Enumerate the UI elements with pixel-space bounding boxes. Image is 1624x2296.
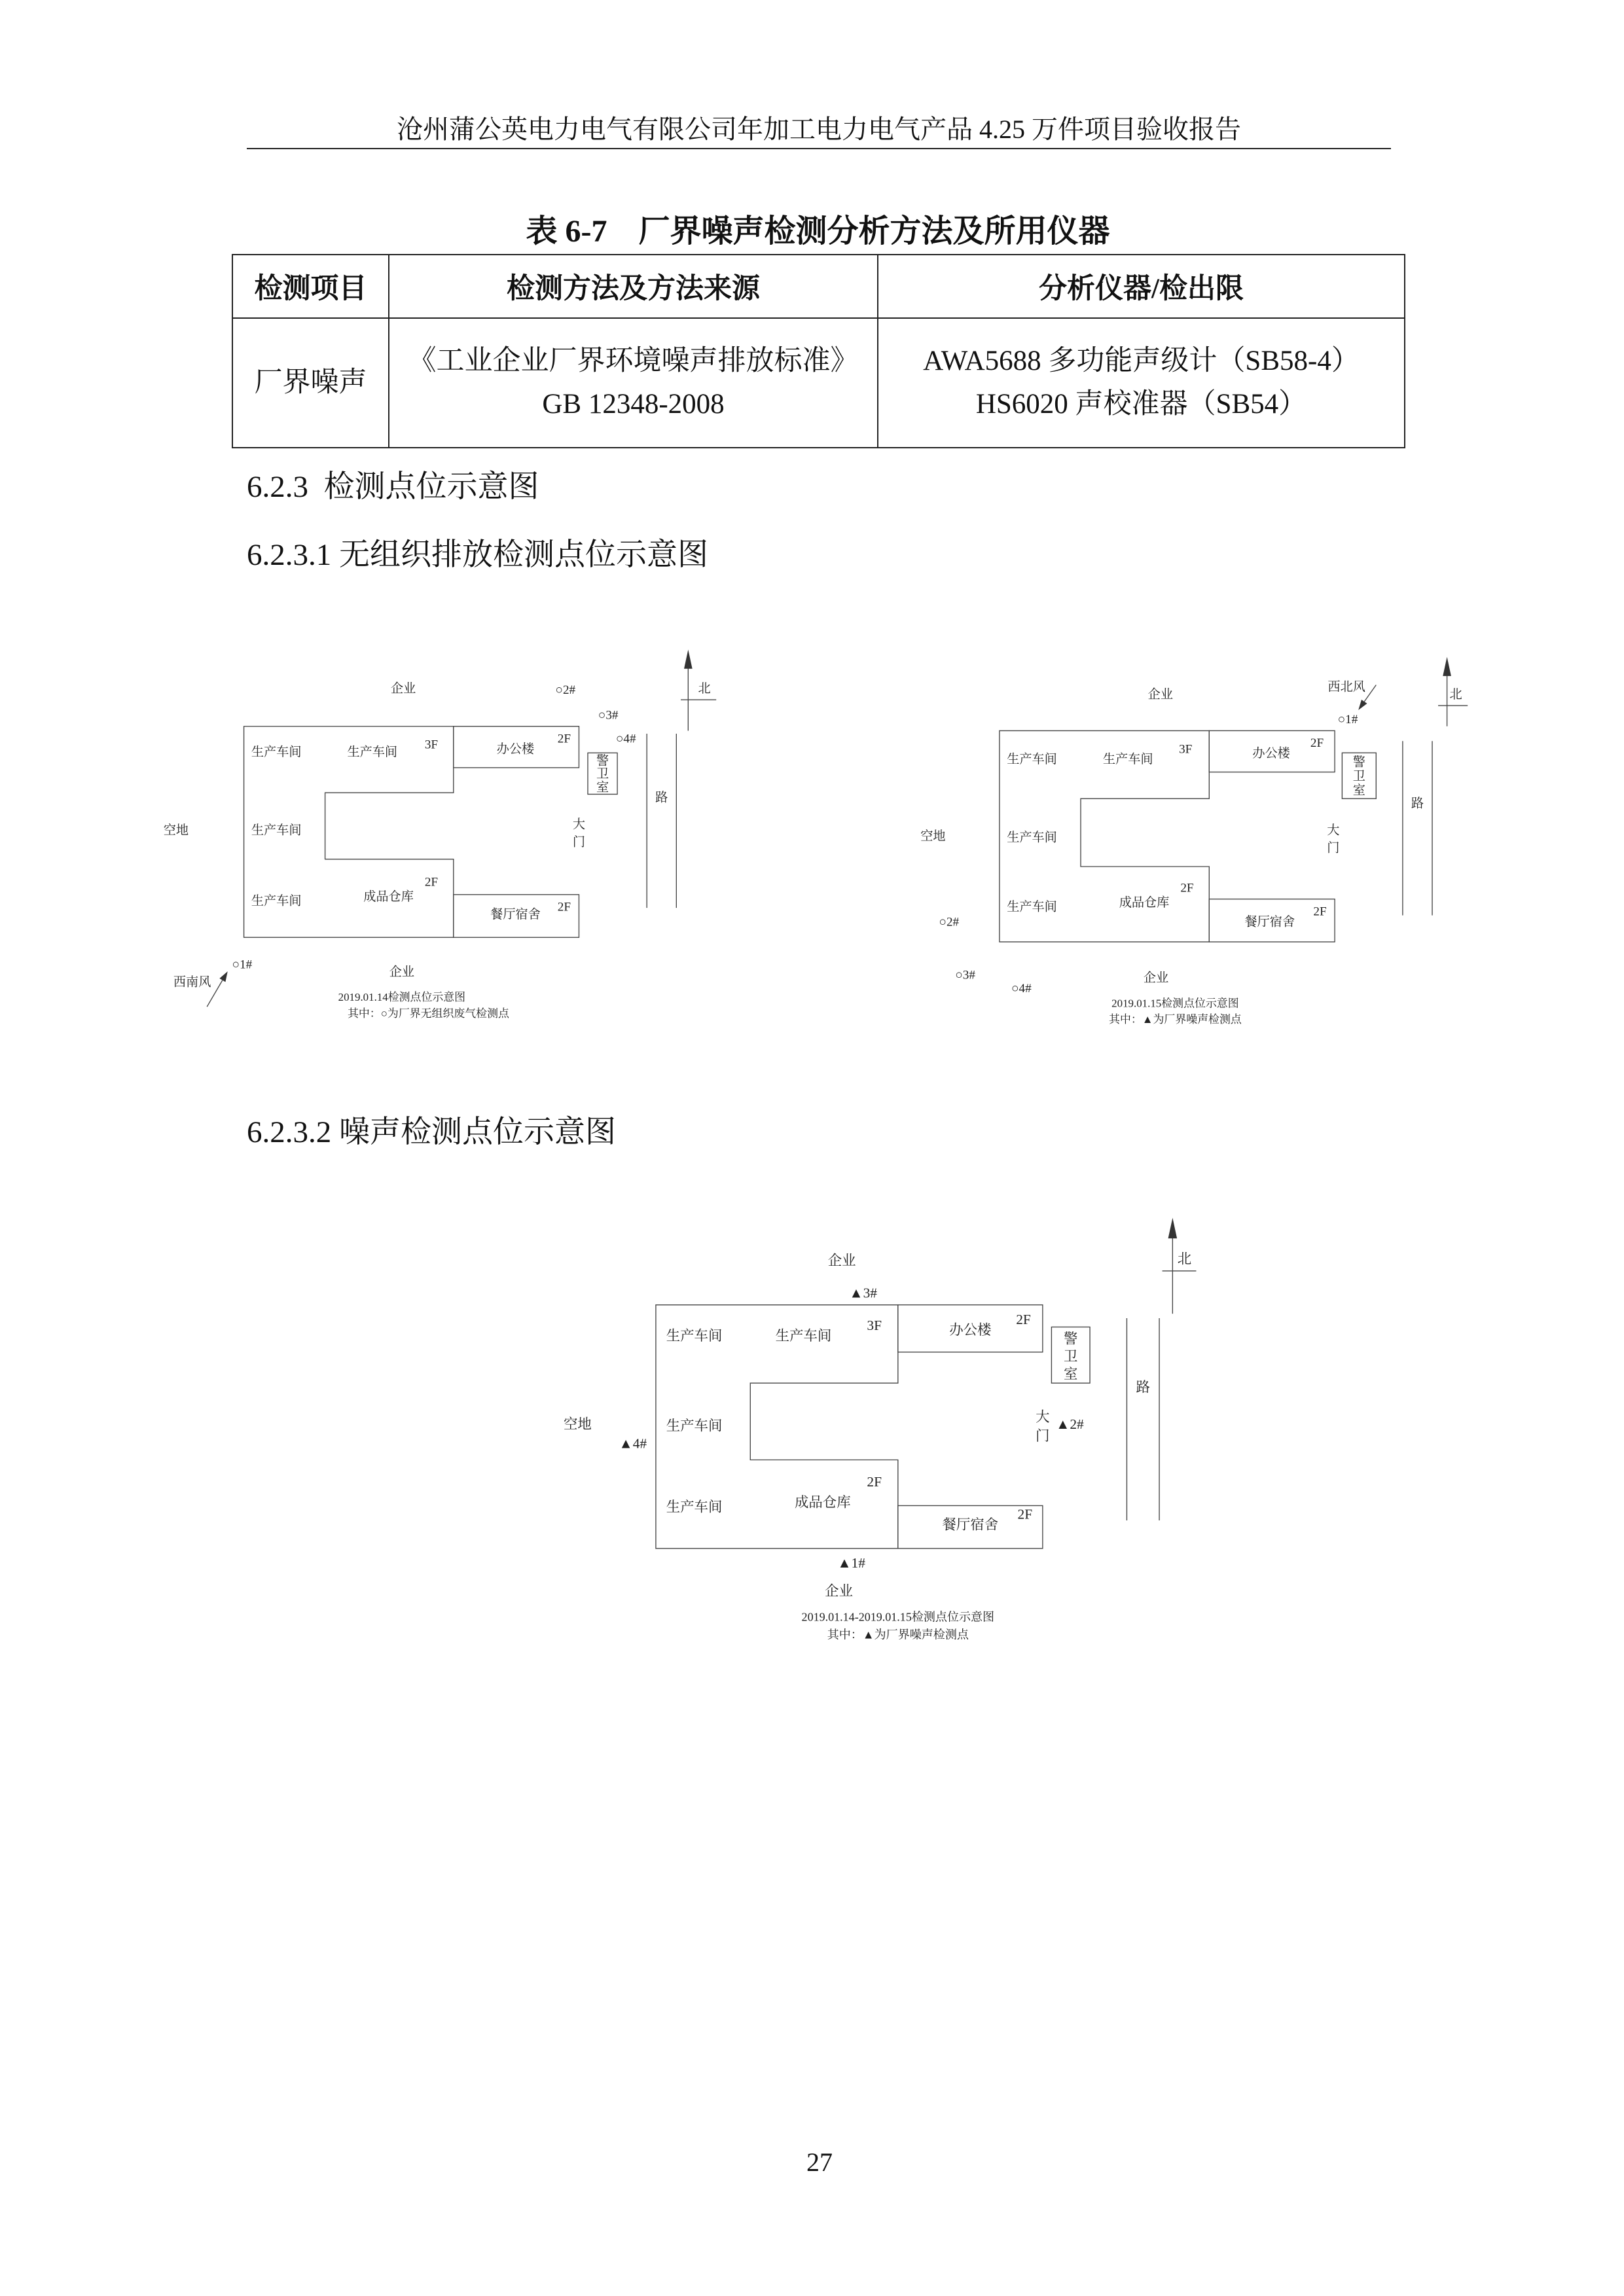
north-label: 北 xyxy=(1449,687,1462,702)
road-label: 路 xyxy=(1136,1379,1150,1395)
gate-char: 门 xyxy=(1327,841,1340,855)
cell-item: 厂界噪声 xyxy=(232,318,389,448)
wind-label: 西北风 xyxy=(1327,680,1365,694)
diagram-emission-2019-01-15 xyxy=(908,642,1484,1033)
workshop-label: 生产车间 xyxy=(666,1499,723,1515)
workshop-label: 生产车间 xyxy=(1102,753,1153,767)
diagram-noise-2019-01-14-to-15 xyxy=(547,1203,1211,1653)
guard-room-char: 室 xyxy=(596,780,609,795)
warehouse-label: 成品仓库 xyxy=(794,1494,851,1511)
gate-char: 大 xyxy=(1327,823,1340,838)
guard-room-char: 卫 xyxy=(1352,769,1365,783)
north-arrow-head xyxy=(684,649,693,668)
north-arrow xyxy=(1438,657,1468,726)
warehouse-label: 成品仓库 xyxy=(363,889,414,904)
workshop-floor-label: 3F xyxy=(1179,742,1193,757)
office-label: 办公楼 xyxy=(949,1321,992,1338)
gate-char: 门 xyxy=(1036,1428,1050,1444)
north-label: 北 xyxy=(1177,1251,1192,1267)
diagram-caption-date: 2019.01.14检测点位示意图 xyxy=(338,991,466,1004)
cell-instrument xyxy=(878,318,1405,448)
diagram-caption-date: 2019.01.14-2019.01.15检测点位示意图 xyxy=(801,1610,995,1624)
guard-room-char: 警 xyxy=(1352,755,1365,770)
north-arrow-head xyxy=(1443,657,1451,676)
workshop-label: 生产车间 xyxy=(251,745,302,759)
road-label: 路 xyxy=(655,791,668,805)
instrument-sound-level-meter: AWA5688 多功能声级计（SB58-4） xyxy=(923,346,1360,376)
workshop-label: 生产车间 xyxy=(1007,753,1057,767)
road-label: 路 xyxy=(1411,797,1424,811)
method-standard: 《工业企业厂界环境噪声排放标准》 xyxy=(408,346,859,376)
gate-char: 大 xyxy=(1036,1408,1050,1425)
gate-char: 门 xyxy=(572,835,586,850)
sampling-point-4: ○4# xyxy=(1011,981,1032,996)
wind-arrow-head xyxy=(1358,700,1367,710)
enterprise-top-label: 企业 xyxy=(390,681,416,696)
guard-room-char: 室 xyxy=(1352,783,1365,798)
warehouse-label: 成品仓库 xyxy=(1119,895,1170,910)
noise-point-3: ▲3# xyxy=(849,1285,877,1301)
canteen-floor-label: 2F xyxy=(1313,905,1327,919)
north-arrow xyxy=(681,649,716,730)
sampling-point-1: ○1# xyxy=(1337,713,1358,727)
warehouse-floor-label: 2F xyxy=(424,875,439,889)
canteen-floor-label: 2F xyxy=(557,900,571,914)
workshop-label: 生产车间 xyxy=(1007,900,1057,914)
sampling-point-2: ○2# xyxy=(555,683,576,698)
instrument-calibrator: HS6020 声校准器（SB54） xyxy=(975,389,1307,420)
wind-label: 西南风 xyxy=(173,975,211,990)
header-item: 检测项目 xyxy=(232,255,389,318)
table-row xyxy=(232,318,1405,448)
enterprise-top-label: 企业 xyxy=(1147,687,1174,702)
noise-point-2: ▲2# xyxy=(1056,1416,1084,1433)
method-code: GB 12348-2008 xyxy=(542,389,725,420)
guard-room-char: 卫 xyxy=(1064,1348,1078,1365)
office-floor-label: 2F xyxy=(557,732,571,746)
office-floor-label: 2F xyxy=(1310,736,1324,751)
diagram-emission-2019-01-14 xyxy=(148,642,738,1033)
sampling-point-2: ○2# xyxy=(939,915,960,929)
noise-point-1: ▲1# xyxy=(837,1555,865,1571)
open-land-label: 空地 xyxy=(163,823,189,838)
table-title: 厂界噪声检测分析方法及所用仪器 xyxy=(638,214,1110,249)
wind-arrow-head xyxy=(219,971,227,982)
north-label: 北 xyxy=(698,681,711,696)
north-arrow xyxy=(1163,1218,1197,1314)
cell-method xyxy=(389,318,878,448)
canteen-label: 餐厅宿舍 xyxy=(942,1516,999,1533)
sampling-point-3: ○3# xyxy=(598,708,619,723)
warehouse-floor-label: 2F xyxy=(1180,881,1194,895)
noise-method-table xyxy=(232,254,1405,448)
enterprise-top-label: 企业 xyxy=(827,1252,856,1268)
workshop-label: 生产车间 xyxy=(251,894,302,908)
diagram-caption-note: 其中：○为厂界无组织废气检测点 xyxy=(347,1007,509,1020)
enterprise-bottom-label: 企业 xyxy=(825,1583,854,1600)
workshop-label: 生产车间 xyxy=(347,745,398,759)
warehouse-floor-label: 2F xyxy=(867,1474,882,1490)
wind-arrow-shaft xyxy=(1364,685,1376,701)
section-6-2-3-1-heading: 6.2.3.1 无组织排放检测点位示意图 xyxy=(247,538,708,572)
workshop-label: 生产车间 xyxy=(1007,831,1057,845)
running-header: 沧州蒲公英电力电气有限公司年加工电力电气产品 4.25 万件项目验收报告 xyxy=(247,111,1391,149)
sampling-point-4: ○4# xyxy=(615,732,636,746)
sampling-point-3: ○3# xyxy=(955,968,975,982)
workshop-label: 生产车间 xyxy=(666,1418,723,1434)
gate-char: 大 xyxy=(572,817,586,832)
guard-room-char: 警 xyxy=(1064,1331,1078,1347)
header-method: 检测方法及方法来源 xyxy=(389,255,878,318)
diagram-caption-note: 其中：▲为厂界噪声检测点 xyxy=(1109,1013,1242,1026)
north-arrow-head xyxy=(1168,1218,1178,1239)
section-6-2-3-heading: 6.2.3 检测点位示意图 xyxy=(247,470,539,504)
diagram-caption-date: 2019.01.15检测点位示意图 xyxy=(1111,997,1239,1010)
office-label: 办公楼 xyxy=(1252,747,1290,761)
guard-room-char: 室 xyxy=(1064,1366,1078,1382)
table-header-row xyxy=(232,255,1405,318)
workshop-floor-label: 3F xyxy=(424,738,439,752)
canteen-floor-label: 2F xyxy=(1017,1506,1033,1522)
noise-point-4: ▲4# xyxy=(619,1435,647,1452)
workshop-label: 生产车间 xyxy=(775,1327,832,1344)
office-label: 办公楼 xyxy=(496,742,535,757)
guard-room-char: 警 xyxy=(596,754,609,768)
table-number: 表 6-7 xyxy=(526,214,607,249)
canteen-label: 餐厅宿舍 xyxy=(1244,915,1295,929)
canteen-label: 餐厅宿舍 xyxy=(490,907,541,922)
table-caption xyxy=(232,211,1404,253)
sampling-point-1: ○1# xyxy=(232,958,253,972)
workshop-label: 生产车间 xyxy=(666,1327,723,1344)
header-instrument: 分析仪器/检出限 xyxy=(878,255,1405,318)
guard-room-char: 卫 xyxy=(596,767,609,781)
open-land-label: 空地 xyxy=(920,829,946,844)
enterprise-bottom-label: 企业 xyxy=(389,965,415,979)
office-floor-label: 2F xyxy=(1016,1311,1031,1327)
workshop-label: 生产车间 xyxy=(251,823,302,838)
section-6-2-3-2-heading: 6.2.3.2 噪声检测点位示意图 xyxy=(247,1115,616,1149)
page-number: 27 xyxy=(806,2147,833,2177)
workshop-floor-label: 3F xyxy=(867,1318,882,1334)
enterprise-bottom-label: 企业 xyxy=(1143,971,1169,985)
diagram-caption-note: 其中：▲为厂界噪声检测点 xyxy=(827,1628,969,1641)
open-land-label: 空地 xyxy=(563,1416,592,1433)
